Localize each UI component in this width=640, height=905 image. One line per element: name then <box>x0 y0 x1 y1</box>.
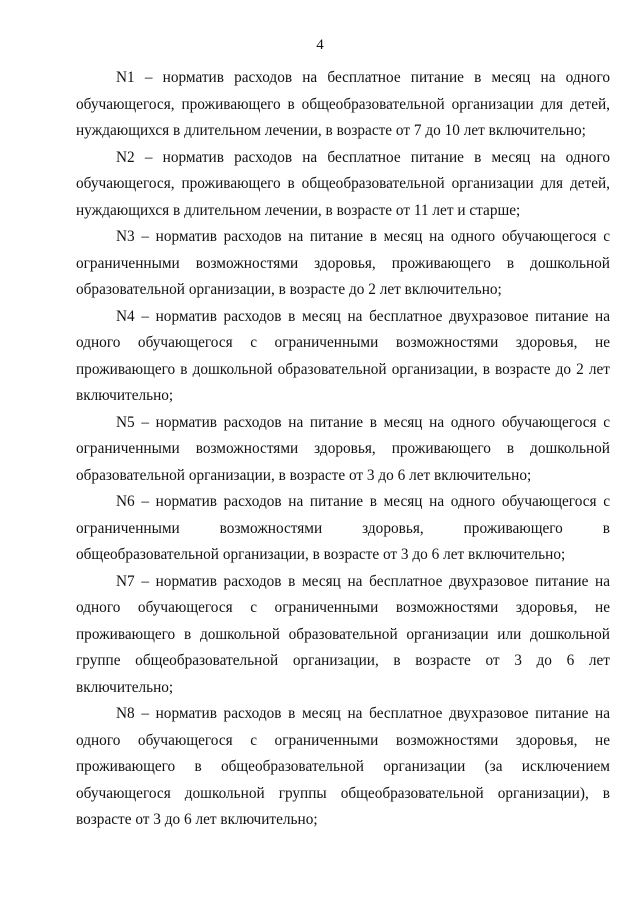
page-number: 4 <box>316 37 324 53</box>
paragraph-n3: N3 – норматив расходов на питание в месяц на одного обучающегося с ограниченными возможностями здоровья, проживающего в дошкольной образовательной организации, в возрасте до 2 лет включительно; <box>76 228 610 298</box>
paragraph-n7: N7 – норматив расходов в месяц на бесплатное двухразовое питание на одного обучающегося с ограниченными возможностями здоровья, не проживающего в дошкольной образовательной организации или дошкольной группе общеобразовательной организации, в возрасте от 3 до 6 лет включительно; <box>76 572 610 696</box>
paragraph-n8: N8 – норматив расходов в месяц на бесплатное двухразовое питание на одного обучающегося с ограниченными возможностями здоровья, не проживающего в общеобразовательной организации (за исключением обучающегося дошкольной группы общеобразовательной организации), в возрасте от 3 до 6 лет включительно; <box>76 705 610 828</box>
paragraph-n4: N4 – норматив расходов в месяц на бесплатное двухразовое питание на одного обучающегося с ограниченными возможностями здоровья, не проживающего в дошкольной образовательной организации, в возрасте до 2 лет включительно; <box>76 307 610 404</box>
document-body <box>76 65 610 834</box>
paragraph-n5: N5 – норматив расходов на питание в месяц на одного обучающегося с ограниченными возможностями здоровья, проживающего в дошкольной образовательной организации, в возрасте от 3 до 6 лет включительно; <box>76 413 610 484</box>
paragraph-n1: N1 – норматив расходов на бесплатное питание в месяц на одного обучающегося, проживающего в общеобразовательной организации для детей, нуждающихся в длительном лечении, в возрасте от 7 до 10 лет включительно; <box>76 69 610 139</box>
paragraph-n2: N2 – норматив расходов на бесплатное питание в месяц на одного обучающегося, проживающего в общеобразовательной организации для детей, нуждающихся в длительном лечении, в возрасте от 11 лет и старше; <box>76 148 610 219</box>
paragraph-n6: N6 – норматив расходов на питание в месяц на одного обучающегося с ограниченными возможностями здоровья, проживающего в общеобразовательной организации, в возрасте от 3 до 6 лет включительно; <box>76 493 610 563</box>
